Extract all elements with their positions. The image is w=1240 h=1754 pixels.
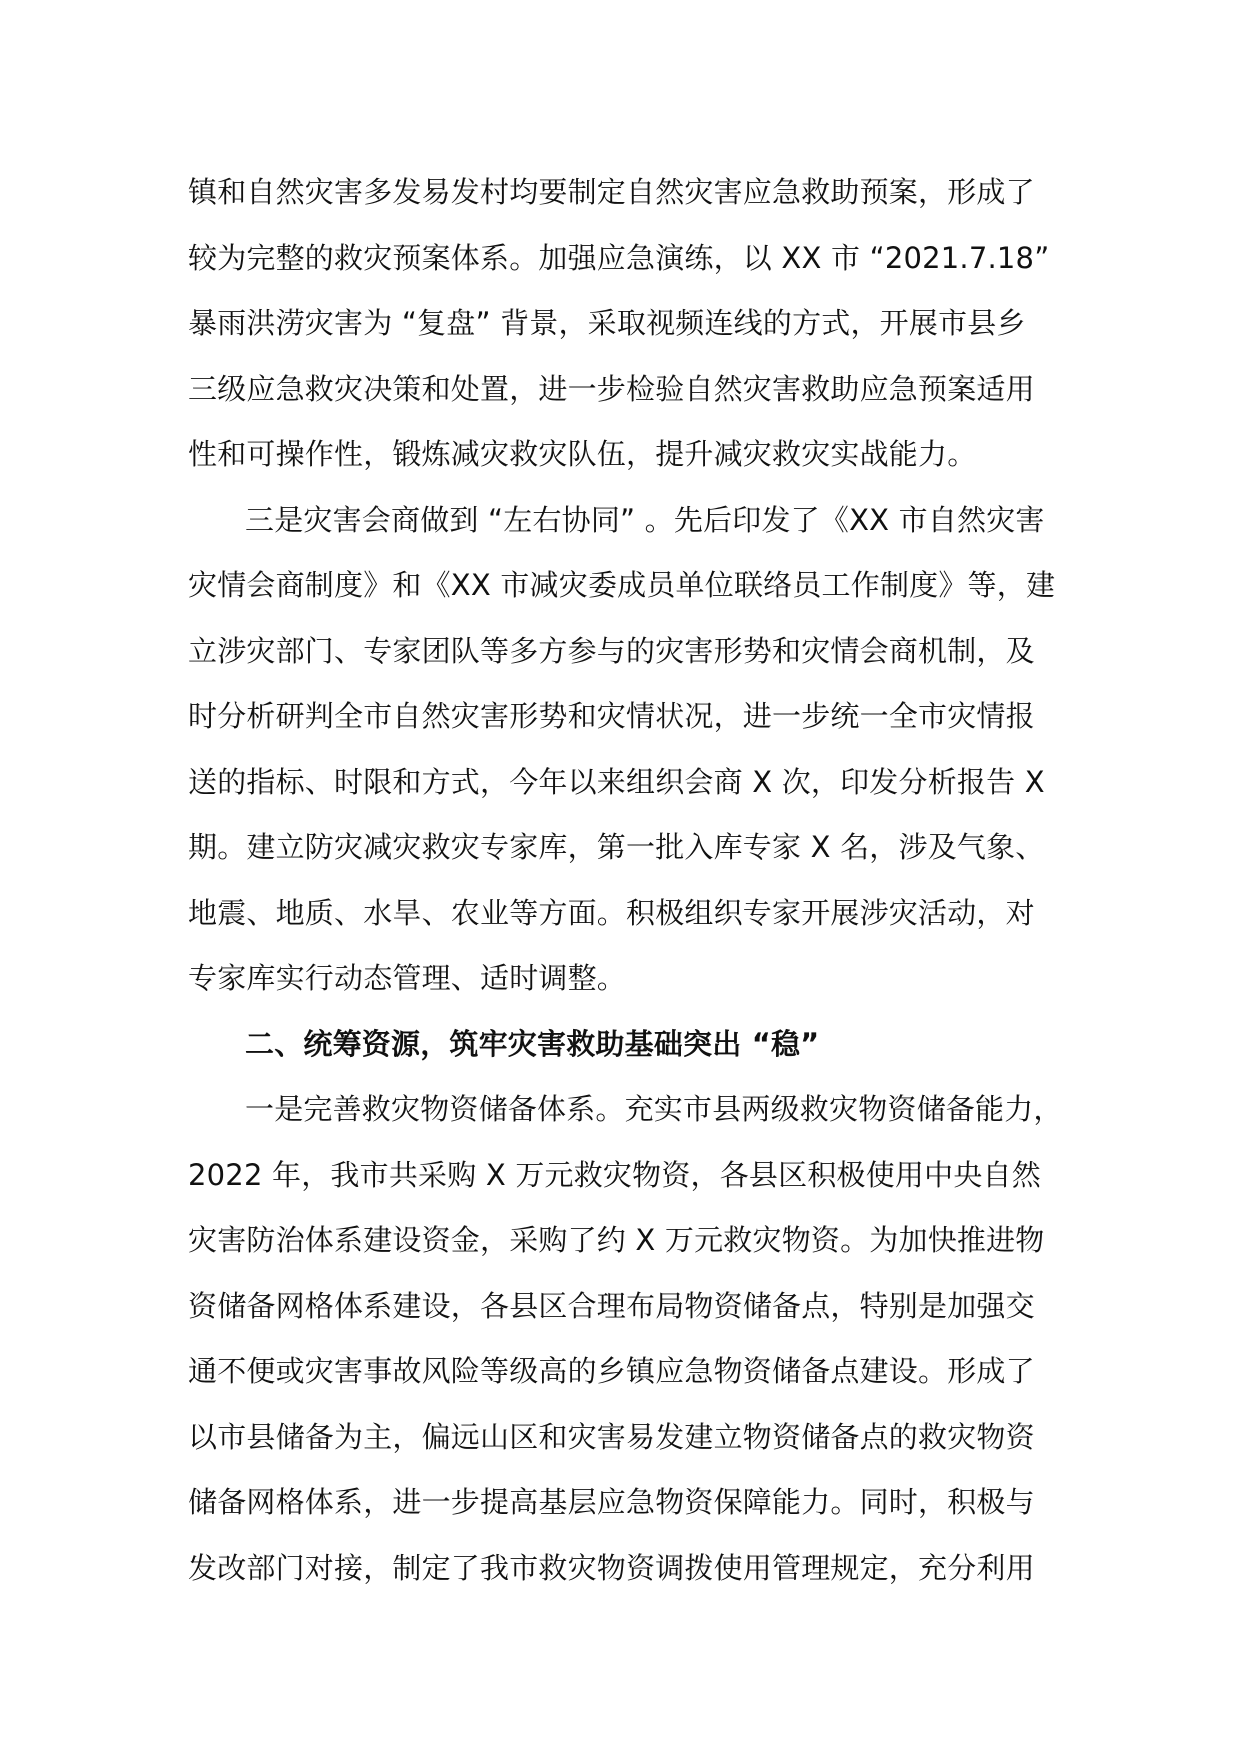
paragraph-start-line: 三是灾害会商做到 “左右协同” 。先后印发了《XX 市自然灾害 [245, 502, 1045, 537]
body-line: 较为完整的救灾预案体系。加强应急演练，以 XX 市 “2021.7.18” [188, 240, 1050, 275]
paragraph-start-line: 一是完善救灾物资储备体系。充实市县两级救灾物资储备能力， [245, 1092, 1063, 1126]
body-line: 镇和自然灾害多发易发村均要制定自然灾害应急救助预案，形成了 [188, 175, 1035, 209]
body-line: 地震、地质、水旱、农业等方面。积极组织专家开展涉灾活动，对 [188, 895, 1035, 930]
body-line: 通不便或灾害事故风险等级高的乡镇应急物资储备点建设。形成了 [188, 1354, 1035, 1388]
body-line: 立涉灾部门、专家团队等多方参与的灾害形势和灾情会商机制，及 [188, 633, 1035, 668]
body-line: 灾情会商制度》和《XX 市减灾委成员单位联络员工作制度》等，建 [188, 568, 1056, 602]
body-line: 送的指标、时限和方式，今年以来组织会商 X 次，印发分析报告 X [188, 764, 1045, 799]
body-line: 灾害防治体系建设资金，采购了约 X 万元救灾物资。为加快推进物 [188, 1223, 1045, 1257]
body-line: 暴雨洪涝灾害为 “复盘” 背景，采取视频连线的方式，开展市县乡 [188, 306, 1026, 340]
body-line: 储备网格体系，进一步提高基层应急物资保障能力。同时，积极与 [188, 1485, 1035, 1519]
body-line: 以市县储备为主，偏远山区和灾害易发建立物资储备点的救灾物资 [188, 1419, 1035, 1454]
section-heading: 二、统筹资源，筑牢灾害救助基础突出 “稳” [245, 1026, 820, 1061]
body-line: 发改部门对接，制定了我市救灾物资调拨使用管理规定，充分利用 [188, 1550, 1035, 1585]
body-line: 三级应急救灾决策和处置，进一步检验自然灾害救助应急预案适用 [188, 371, 1035, 406]
body-line: 2022 年，我市共采购 X 万元救灾物资，各县区积极使用中央自然 [188, 1157, 1041, 1192]
body-line: 性和可操作性，锻炼减灾救灾队伍，提升减灾救灾实战能力。 [188, 437, 977, 471]
body-line: 资储备网格体系建设，各县区合理布局物资储备点，特别是加强交 [188, 1288, 1035, 1323]
body-line: 时分析研判全市自然灾害形势和灾情状况，进一步统一全市灾情报 [188, 699, 1035, 733]
document-body [188, 160, 1068, 1601]
body-line: 专家库实行动态管理、适时调整。 [188, 961, 627, 995]
body-line: 期。建立防灾减灾救灾专家库，第一批入库专家 X 名，涉及气象、 [188, 830, 1045, 864]
